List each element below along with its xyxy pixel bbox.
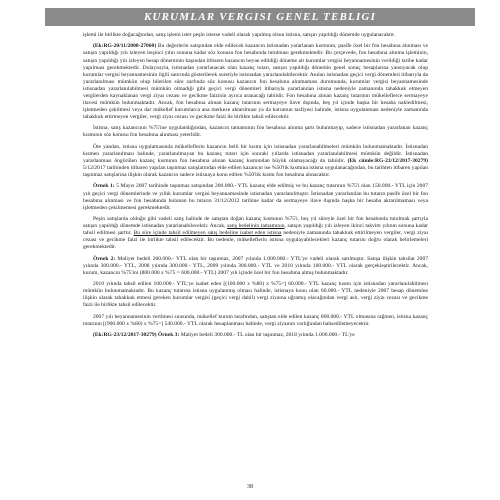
document-body xyxy=(83,32,428,344)
bold-text: Örnek 1: xyxy=(93,183,117,190)
paragraph-text: 2007 yılı beyannamesinin verilmesi sırasında, mükellef kurum tarafından, satıştan elde edilen kazanç 800.000.- YTL olmasına rağmen, istisna kazanç tutarının [(900.000 x %80) x %75=] 540.000.- YTL olarak hesaplanması halinde, vergi ziyaının varlığından bahsedilemeyecektir. xyxy=(83,313,428,327)
paragraph xyxy=(83,256,428,277)
paragraph-text: , satışın yapıldığı yılı izleyen ikinci takvim yılının sonuna kadar tahsil edilmesi şarttır. xyxy=(83,223,428,237)
bold-text: Örnek 2: xyxy=(93,255,118,262)
paragraph-text: 5 Mayıs 2007 tarihinde taşınmaz satışından 200.000.- YTL kazanç elde edilmiş ve bu kazanç tutarının %75'i olan 150.000.- YTL için 2007 yılı geçici vergi dönemlerinde ve yıllık kurumlar vergisi beyannamesinde istisnadan yararlanılmıştır. İstisnadan yararlanılan bu tutarın pasife özel bir fon hesabına alınması ve fon hesabında bulunan bu tutarın 31/12/2012 tarihine kadar da sermayeye ilave dışında başka bir hesaba aktarılmaması veya işletmeden çekilmemesi gerekmektedir. xyxy=(83,183,428,211)
paragraph xyxy=(83,125,428,139)
paragraph-text: Öte yandan, istisna uygulamasında mükelleflerin kazancın belli bir kısmı için istisnadan yararlanabilmeleri mümkün bulunmamaktadır. İstisnadan kısmen yararlanılması halinde, yararlanılmayan bu kazanç tutarı için sonraki yıllarda istisnadan yararlanılabilmesi mümkün değildir. İstisnadan yararlanması öngörülen kazanç kısmının fon hesabına alınan kazanç kısmından büyük olamayacağı da tabiidir. xyxy=(83,143,428,164)
bold-text: Örnek 3: xyxy=(157,332,181,339)
paragraph-text: Maliyet bedeli 200.000.- YTL olan bir taşınmaz, 2007 yılında 1.000.000.- YTL'ye vadeli olarak satılmıştır. Satışa ilişkin tahsilat 2007 yılında 300.000.- YTL, 2008 yılında 300.000.- YTL, 2009 yılında 300.000.- YTL ve 2010 yılında 100.000.- YTL olarak gerçekleştirilecektir. Ancak, kurum, kazancın %75'ini (800.000 x %75 = 600.000.- YTL) 2007 yılı içinde özel bir fon hesabına almış bulunmaktadır. xyxy=(83,255,428,276)
bold-text: (Ek:RG-23/12/2017-30279) xyxy=(93,332,158,339)
paragraph xyxy=(83,332,428,339)
underlined-text: satış bedelinin tamamının xyxy=(227,223,285,230)
paragraph xyxy=(83,216,428,251)
paragraph-text: 5/12/2017 tarihinden itibaren yapılan taşınmaz satışlarından elde edilen kazancın ise %50'lik kısmına istisna uygulanacağından, bu tarihten itibaren yapılan taşınmaz satışlarına ilişkin olarak kazancın sadece istisnaya konu edilen %50'lik kısmı fon hesabına alınacaktır. xyxy=(83,164,428,179)
paragraph-text: Maliyet bedeli 300.000.- TL olan bir taşınmaz, 2018 yılında 1.000.000.- TL'ye xyxy=(180,332,355,339)
paragraph-text: Bu değerlerin satışından elde edilecek kazancın istisnadan yararlanan kısmının, pasife özel bir fon hesabına alınması ve satışın yapıldığı yılı izleyen beşinci yılın sonuna kadar söz konusu fon hesabında tutulması gerekmektedir. Bu çerçevede, fon hesabına alınma işleminin, satışın yapıldığı yılı izleyen hesap döneminin başından itibaren kazancın beyan edildiği döneme ait kurumlar vergisi beyannamesinin verildiği tarihe kadar yapılması gerekmektedir. Dolayısıyla, istisnadan yararlanacak olan kazanç tutarı, satışın yapıldığı dönemin genel sonuç hesaplarına yansıyacak olup kurumlar vergisi beyannamesinin ilgili satırında gösterilerek suretiyle istisnadan yararlanılabilecektir. Anılan istisnadan geçici vergi dönemleri itibarıyla da yararlanılması mümkün olup bilerilen süre zarfında söz konusu kazancın fon hesabına alınmaması durumunda, kurumlar vergisi beyannamesinde istisnadan yararlanılabilmesi mümkün olmadığı gibi geçici vergi dönemleri itibarıyla yararlanılan istisna nedeniyle zamanında tahakkuk etmeyen vergilerden kaynaklanan vergi ziyaı cezası ve gecikme faizinin ayrıca aranacağı tabiidir. Fon hesabına alınan kazanç tutarının mükelleflerce sermayeye ilavesi mümkün bulunmaktadır. Ancak, fon hesabına alınan kazanç tutarının sermayeye ilave dışında, beş yıl içinde başka bir hesaba nakledilmesi, işletmeden çekilmesi veya dar mükellef kurumlarca ana merkeze aktarılması ya da kurumun tasfiyesi halinde, istisna uygulanması nedeniyle zamanında tahakkuk ettirmeyen vergiler, vergi ziyaı cezası ve gecikme faizi ile birlikte tahsil edilecektir. xyxy=(83,43,429,120)
paragraph xyxy=(83,32,428,39)
bold-text: (Ek cümle:RG-23/12/2017-30279) xyxy=(347,157,428,164)
underlined-text: Bu süre içinde tahsil edilmeyen satış bedeline isabet eden istisna xyxy=(133,230,282,237)
paragraph-text: İstisna, satış kazancının %75'ine uygulandığından, kazancın tamamının fon hesabına alınma şartı bulunmayıp, sadece istisnadan yararlanan kazanç kısmının söz konusu fon hesabına alınması yeterlidir. xyxy=(83,125,428,139)
paragraph-text: Peşin satışlarda olduğu gibi vadeli satış halinde de satıştan doğan kazanç kısmının %75'i, beş yıl süreyle özel bir fon hesabında tutulmak şartıyla satışın yapıldığı dönemde istisnadan yararlanabilecektir. Ancak, xyxy=(83,216,428,230)
paragraph xyxy=(83,43,428,121)
paragraph xyxy=(83,314,428,328)
paragraph-text: 2010 yılında tahsil edilen 100.000.- YTL'ye isabet eden [(100.000 x %80) x %75=] 60.000.- YTL kazanç kısmı için istisnadan yararlanılabilmesi mümkün bulunmamaktadır. Bu kazanç tutarına istisna uygulanmış olması halinde, istisnaya konu olan 60.000.- YTL nedeniyle 2007 hesap dönemine ilişkin olarak tahakkuk etmesi gereken kurumlar vergisi (geçici vergi dahil) vergi ziyaına uğramış olacağından vergi aslı, vergi ziyaı cezası ve gecikme faizi ile birlikte tahsil edilecektir. xyxy=(83,281,428,309)
page-header-banner xyxy=(45,8,475,26)
page-number: 38 xyxy=(247,484,253,490)
paragraph xyxy=(83,183,428,211)
paragraph xyxy=(83,144,428,179)
paragraph-text: işlemi ile birlikte doğacağından, satış işlemi ister peşin isterse vadeli olarak yapılmış olsun istisna, satışın yapıldığı dönemde uygulanacaktır. xyxy=(83,32,396,38)
page-header-title: KURUMLAR VERGISI GENEL TEBLIGI xyxy=(143,11,377,23)
bold-text: (Ek:RG-20/11/2008-27060) xyxy=(93,43,158,50)
paragraph xyxy=(83,281,428,309)
paragraph-text: nedeniyle zamanında tahakkuk ettirilmeyen vergiler, vergi ziyaı cezası ve gecikme faizi ile birlikte tahsil edilecektir. Bu nedenle, mükelleflerin istisna uygulayabilecekleri kazanç tutarını doğru olarak belirlemeleri gerekmektedir. xyxy=(83,230,428,251)
